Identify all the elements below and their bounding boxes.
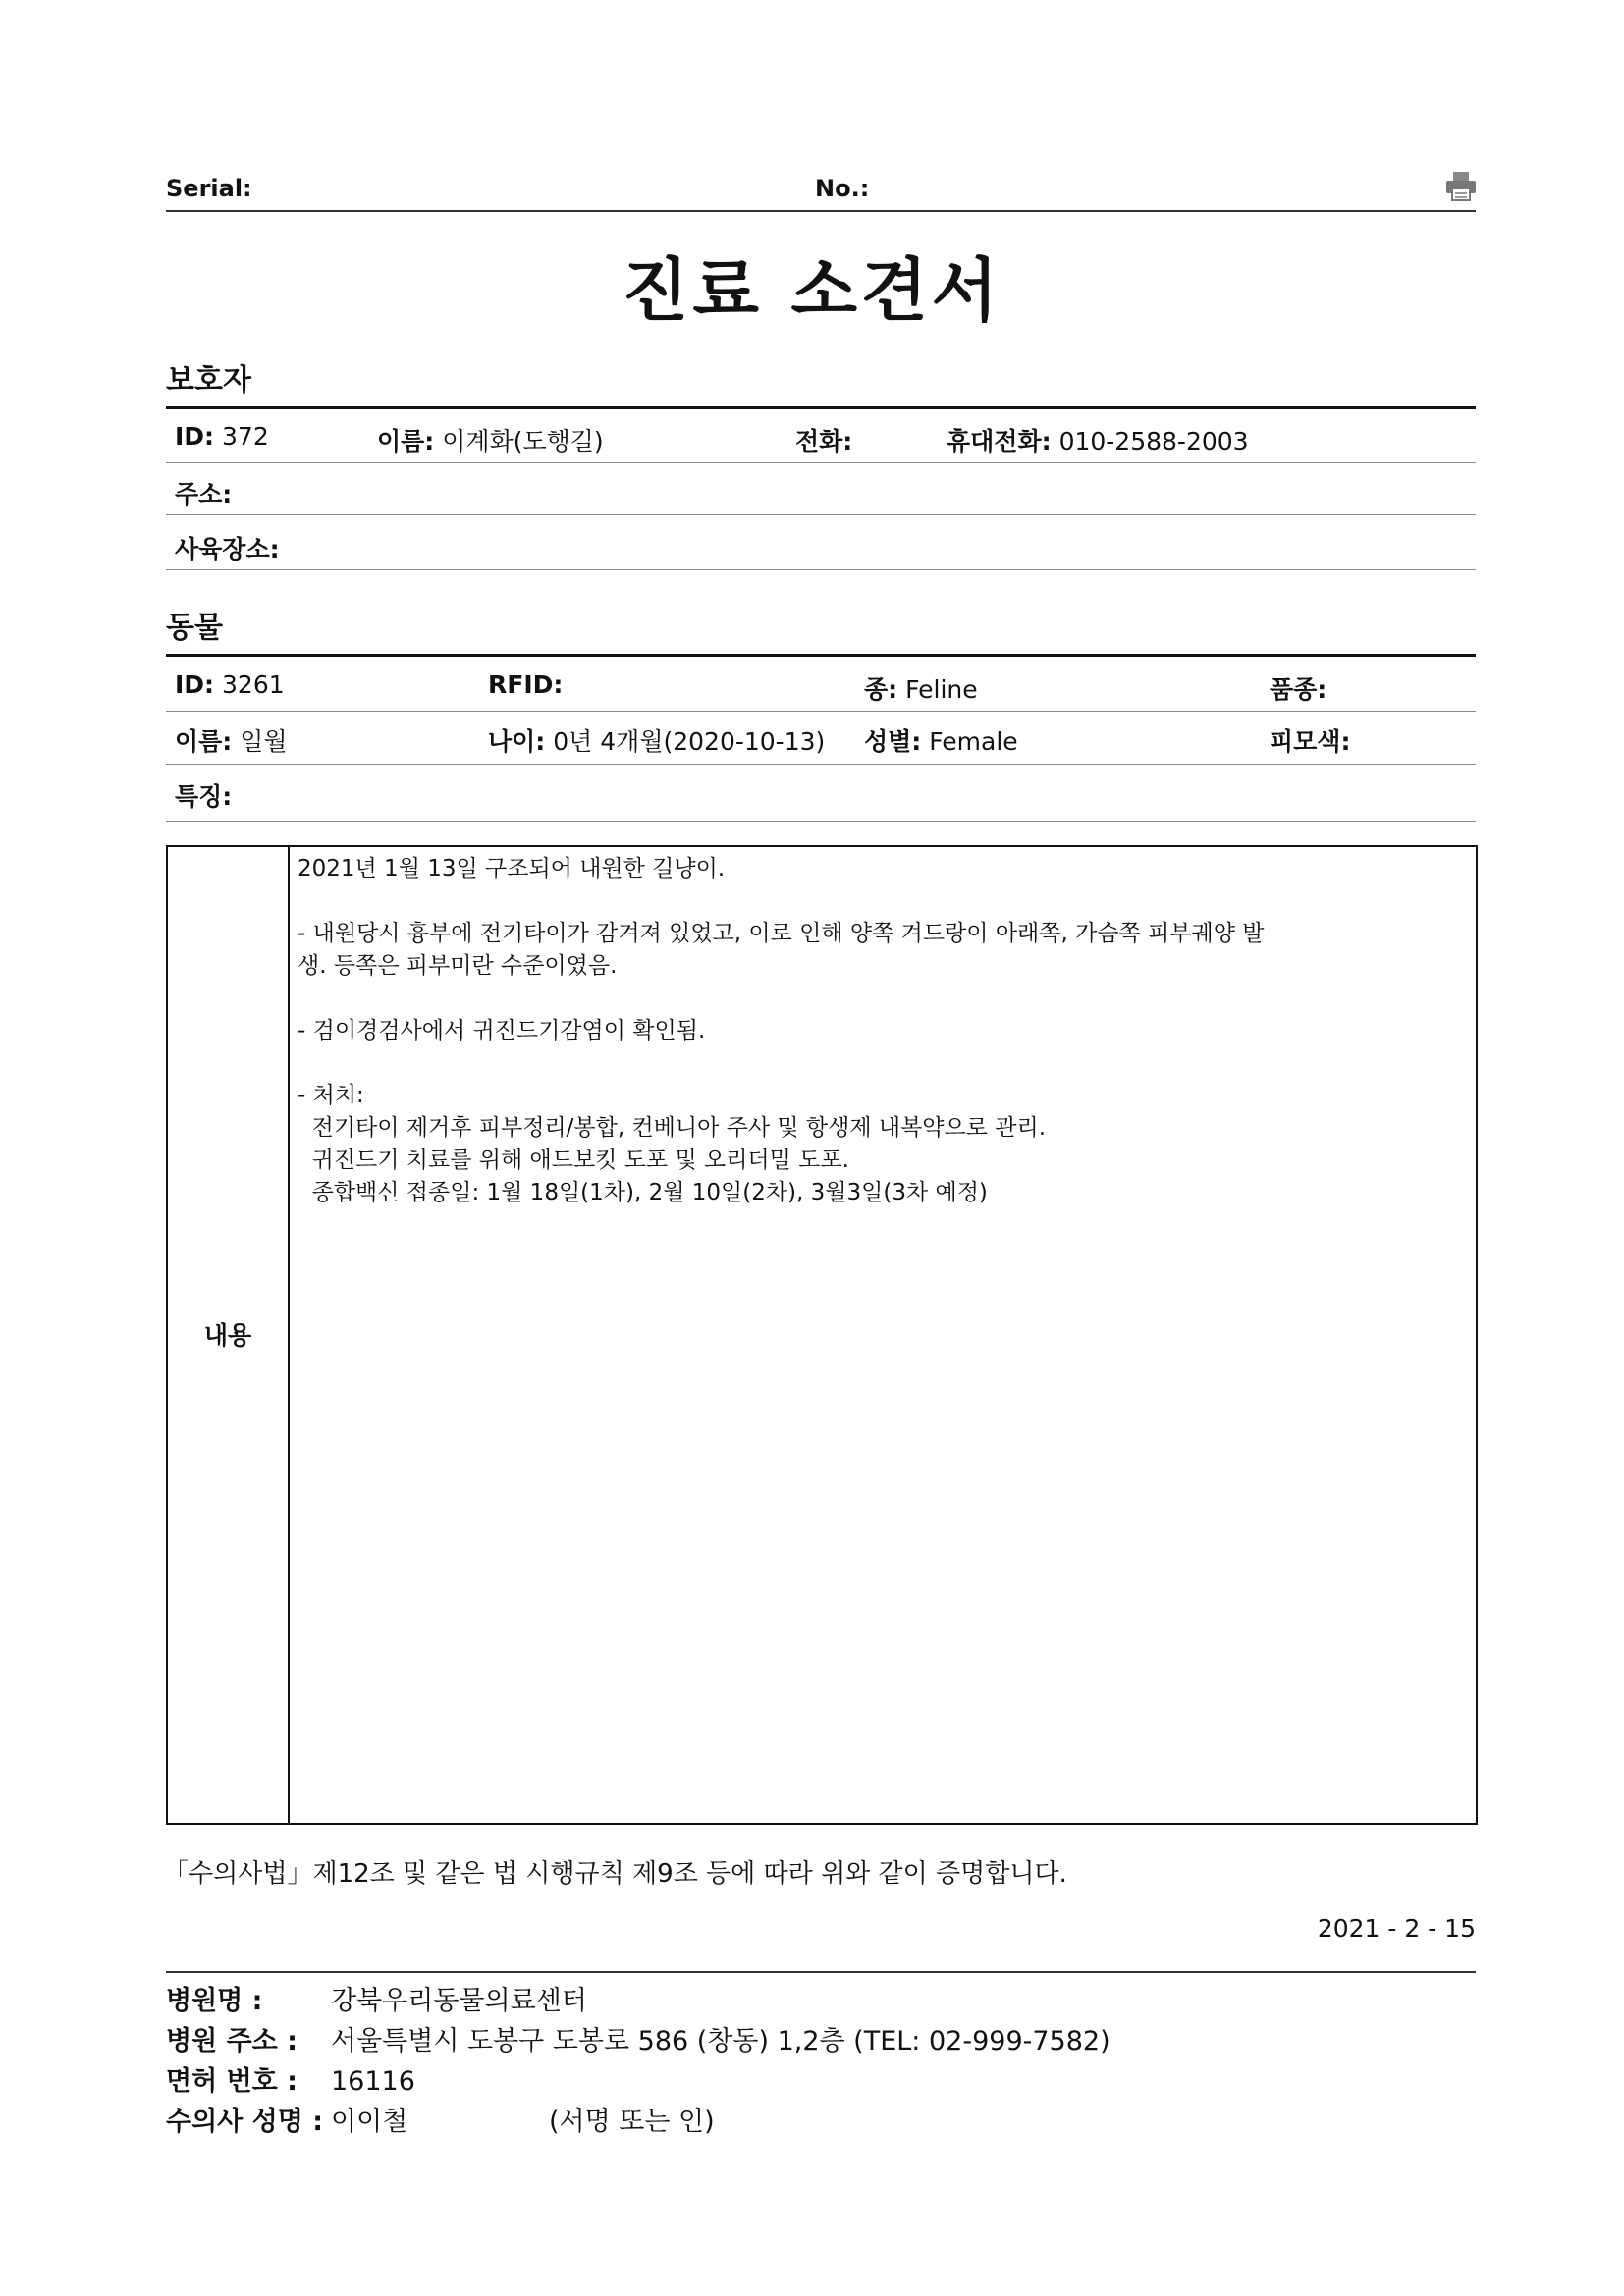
content-line	[298, 885, 1466, 918]
signature-note: (서명 또는 인)	[549, 2107, 715, 2137]
animal-age: 나이: 0년 4개월(2020-10-13)	[488, 727, 826, 756]
guardian-top-rule	[166, 406, 1476, 409]
animal-coat-color: 피모색:	[1270, 727, 1351, 756]
guardian-breeding-place: 사육장소:	[175, 535, 280, 563]
content-box	[166, 845, 1478, 1825]
row-divider	[166, 569, 1476, 570]
content-line: 전기타이 제거후 피부정리/봉합, 컨베니아 주사 및 항생제 내복약으로 관리.	[298, 1115, 1047, 1141]
hospital-name-row: 병원명 : 강북우리동물의료센터	[166, 1986, 587, 2016]
content-line	[298, 1047, 1466, 1080]
issue-date: 2021 - 2 - 15	[1317, 1914, 1476, 1943]
row-divider	[166, 764, 1476, 765]
guardian-id: ID: 372	[175, 422, 269, 451]
guardian-mobile: 휴대전화: 010-2588-2003	[947, 427, 1249, 455]
row-divider	[166, 821, 1476, 822]
animal-top-rule	[166, 654, 1476, 657]
header-rule	[166, 210, 1476, 212]
content-line: 2021년 1월 13일 구조되어 내원한 길냥이.	[298, 856, 726, 881]
content-line: 종합백신 접종일: 1월 18일(1차), 2월 10일(2차), 3월3일(3차 예정)	[298, 1180, 988, 1205]
guardian-section-title: 보호자	[166, 363, 251, 398]
content-text	[298, 853, 1466, 1209]
content-line	[298, 983, 1466, 1015]
hospital-address-row: 병원 주소 : 서울특별시 도봉구 도봉로 586 (창동) 1,2층 (TEL: 02-999-7582)	[166, 2026, 1110, 2056]
content-line: 귀진드기 치료를 위해 애드보킷 도포 및 오리더밀 도포.	[298, 1148, 849, 1173]
printer-icon[interactable]	[1444, 171, 1478, 202]
license-number-row: 면허 번호 : 16116	[166, 2066, 415, 2097]
content-label: 내용	[203, 1321, 252, 1350]
content-line: - 검이경검사에서 귀진드기감염이 확인됨.	[298, 1018, 706, 1043]
animal-section-title: 동물	[166, 611, 223, 645]
row-divider	[166, 711, 1476, 712]
animal-rfid: RFID:	[488, 670, 564, 699]
footer-rule	[166, 1971, 1476, 1973]
animal-features: 특징:	[175, 782, 233, 811]
content-label-cell	[168, 847, 290, 1823]
content-line: - 내원당시 흉부에 전기타이가 감겨져 있었고, 이로 인해 양쪽 겨드랑이 아래쪽, 가슴쪽 피부궤양 발	[298, 921, 1265, 946]
animal-breed: 품종:	[1270, 675, 1327, 704]
content-line: 생. 등쪽은 피부미란 수준이였음.	[298, 953, 618, 979]
certification-statement: 「수의사법」제12조 및 같은 법 시행규칙 제9조 등에 따라 위와 같이 증명합니다.	[163, 1859, 1067, 1889]
content-line: - 처치:	[298, 1083, 364, 1108]
guardian-name: 이름: 이계화(도행길)	[377, 427, 604, 455]
no-label: No.:	[815, 175, 870, 202]
guardian-address: 주소:	[175, 480, 233, 508]
row-divider	[166, 462, 1476, 463]
guardian-phone: 전화:	[795, 427, 853, 455]
page-title: 진료 소견서	[622, 250, 1002, 331]
veterinarian-row: 수의사 성명 : 이이철 (서명 또는 인)	[166, 2107, 715, 2137]
row-divider	[166, 514, 1476, 515]
serial-label: Serial:	[166, 175, 252, 202]
animal-species: 종: Feline	[864, 675, 978, 704]
animal-sex: 성별: Female	[864, 727, 1018, 756]
animal-name: 이름: 일월	[175, 727, 288, 756]
animal-id: ID: 3261	[175, 670, 285, 699]
